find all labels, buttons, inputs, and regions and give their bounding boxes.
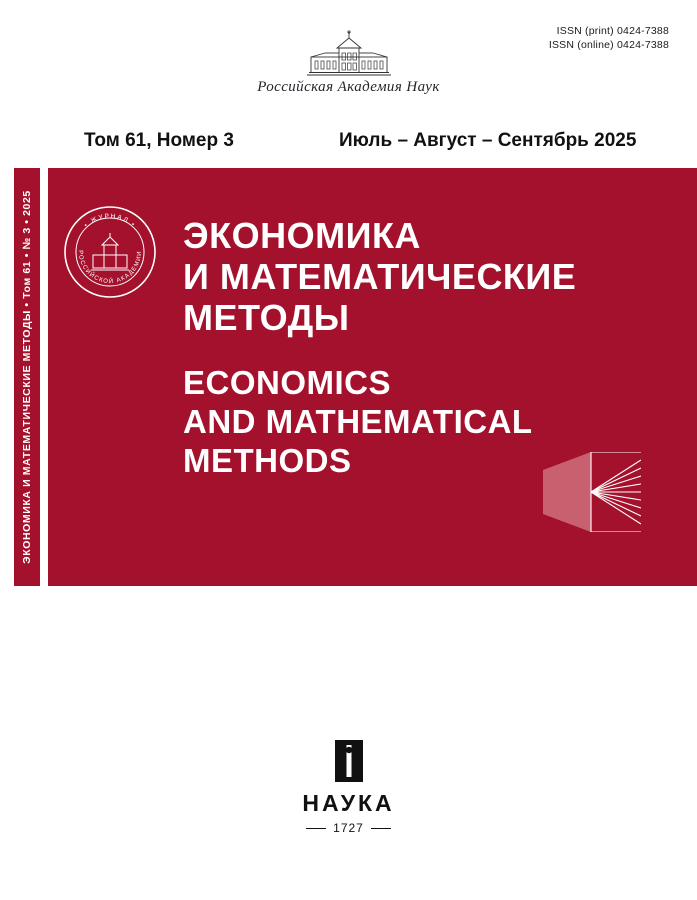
spine-text: ЭКОНОМИКА И МАТЕМАТИЧЕСКИЕ МЕТОДЫ • Том 61 • № 3 • 2025 — [21, 190, 33, 564]
title-ru-line-2: И МАТЕМАТИЧЕСКИЕ — [183, 256, 577, 297]
academy-emblem — [0, 30, 697, 110]
publisher-year — [306, 821, 391, 835]
title-ru-line-3: МЕТОДЫ — [183, 297, 350, 338]
title-en-line-3: METHODS — [183, 442, 352, 479]
nauka-logo-icon — [335, 740, 363, 782]
issue-date: Июль – Август – Сентябрь 2025 — [339, 130, 637, 151]
academy-seal-icon — [62, 204, 158, 300]
academy-building-icon — [301, 30, 397, 78]
publisher-year-value: 1727 — [333, 821, 364, 835]
journal-title-ru — [183, 215, 576, 338]
red-prism-graphic — [543, 452, 641, 532]
title-en-line-1: ECONOMICS — [183, 364, 392, 401]
academy-emblem-caption: Российская Академия Наук — [257, 79, 440, 95]
year-rule-left — [306, 828, 326, 829]
year-rule-right — [371, 828, 391, 829]
volume-line — [0, 130, 697, 164]
title-en-line-2: AND MATHEMATICAL — [183, 403, 533, 440]
publisher-name: НАУКА — [302, 790, 395, 816]
journal-title-en — [183, 363, 533, 480]
svg-text:• ЖУРНАЛ •: • ЖУРНАЛ • — [83, 212, 137, 230]
publisher-block — [0, 740, 697, 835]
issn-online: ISSN (online) 0424-7388 — [548, 39, 669, 51]
volume-number: Том 61, Номер 3 — [84, 130, 234, 151]
svg-text:РОССИЙСКОЙ АКАДЕМИИ: РОССИЙСКОЙ АКАДЕМИИ — [76, 250, 144, 286]
cover-spine — [14, 168, 40, 586]
title-ru-line-1: ЭКОНОМИКА — [183, 215, 421, 256]
issn-print: ISSN (print) 0424-7388 — [556, 25, 669, 37]
